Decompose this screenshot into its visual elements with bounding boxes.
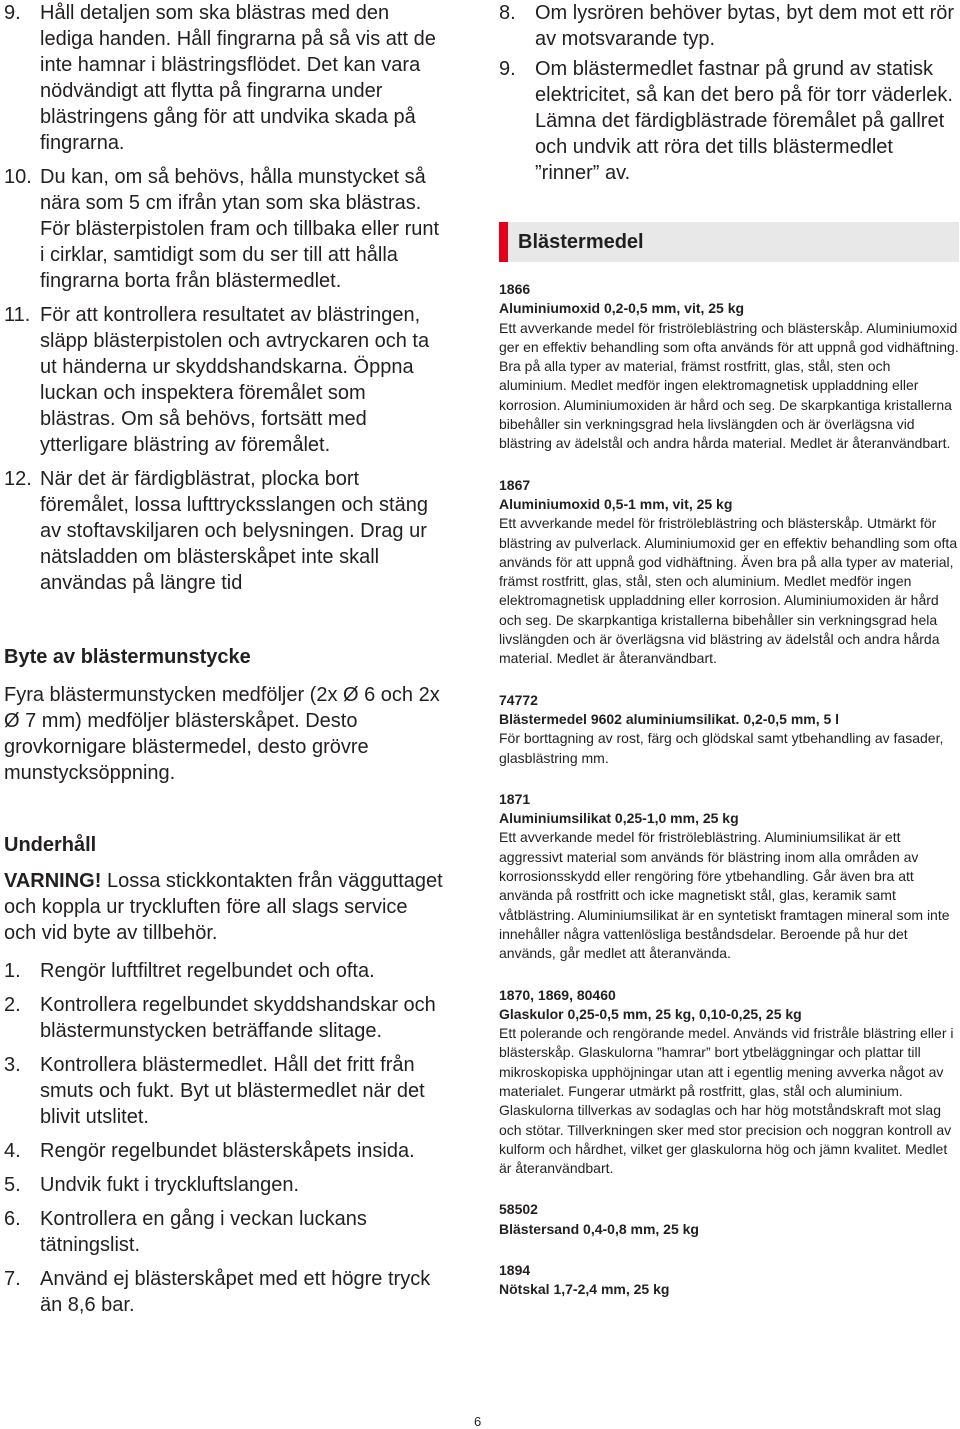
product-name: Blästersand 0,4-0,8 mm, 25 kg [499,1220,699,1237]
item-text: Om lysrören behöver bytas, byt dem mot ett rör av motsvarande typ. [535,2,955,50]
product-entry [499,280,959,454]
item-text: Använd ej blästerskåpet med ett högre tryck än 8,6 bar. [40,1268,431,1316]
product-name: Blästermedel 9602 aluminiumsilikat. [499,710,740,727]
product-name-rest: 0,2-0,5 mm, 5 l [739,710,840,727]
product-name: Aluminiumoxid 0,2-0,5 mm, vit, 25 kg [499,300,745,317]
product-description: För borttagning av rost, färg och glödskal samt ytbehandling av fasader, glasblästring mm. [499,730,944,766]
product-entry [499,1261,959,1300]
list-item [4,1172,444,1198]
product-name: Glaskulor 0,25-0,5 mm, 25 kg, 0,10-0,25, 25 kg [499,1005,802,1022]
list-item [4,164,444,294]
procedure-list-continued [499,0,959,186]
product-code: 1866 [499,281,531,297]
item-text: Rengör luftfiltret regelbundet och ofta. [40,960,375,982]
item-text: För att kontrollera resultatet av blästringen, släpp blästerpistolen och avtryckaren och ta ut händerna ur skyddshandskarna. Öppna luckan och inspektera föremålet som blästras. Om så behövs, fortsätt med ytterligare blästring av föremålet. [40,304,430,456]
product-name-line [499,809,959,828]
product-description: Ett avverkande medel för friströleblästring och blästerskåp. Aluminiumoxid ger en effektiv behandling som ofta används för att uppnå god vidhäftning. Bra på alla typer av material, främst rostfritt, glas, stål, sten och aluminium. Medlet medför ingen elektromagnetisk uppladdning eller korrosion. Aluminiumoxiden är hård och seg. De skarpkantiga kristallerna bibehåller sin verkningsgrad hela livslängden och är överlägsna vid blästring av ädelstål och andra hårda material. Medlet är återanvändbart. [499,319,959,452]
product-name: Nötskal 1,7-2,4 mm, 25 kg [499,1281,670,1298]
item-number: 9. [499,58,516,80]
maintenance-heading: Underhåll [4,834,97,856]
product-name: Aluminiumoxid 0,5-1 mm, vit, 25 kg [499,495,733,512]
right-column [499,0,959,1300]
product-code: 74772 [499,691,538,708]
list-item [4,1138,444,1164]
list-item [4,1206,444,1258]
list-item [4,302,444,458]
product-entry [499,986,959,1179]
section-title: Blästermedel [518,231,644,253]
item-text: Håll detaljen som ska blästras med den lediga handen. Håll fingrarna på så vis att de inte hamnar i blästringsflödet. Det kan vara nödvändigt att flytta på fingrarna under blästringens gång för att undvika skada på fingrarna. [40,2,436,154]
product-name-line [499,299,959,318]
product-name-line [499,1280,959,1299]
item-number: 6. [4,1208,21,1230]
product-entry [499,790,959,964]
maintenance-list [4,958,444,1318]
warning-paragraph [4,868,444,946]
list-item [4,992,444,1044]
product-code: 1867 [499,476,531,493]
list-item [4,958,444,984]
list-item [499,56,959,186]
product-code: 1870, 1869, 80460 [499,986,616,1003]
section-header-blastermedel [499,222,959,262]
list-item [4,466,444,596]
product-entry [499,476,959,669]
item-text: Rengör regelbundet blästerskåpets insida. [40,1140,415,1162]
product-code: 1894 [499,1262,531,1279]
list-item [4,0,444,156]
nozzle-text: Fyra blästermunstycken medföljer (2x Ø 6 och 2x Ø 7 mm) medföljer blästerskåpet. Desto grovkornigare blästermedel, desto grövre munstycksöppning. [4,684,440,784]
warning-label: VARNING! [4,870,102,892]
item-number: 12. [4,468,32,490]
item-text: Om blästermedlet fastnar på grund av statisk elektricitet, så kan det bero på för torr väderlek. Lämna det färdigblästrade föremålet på gallret och undvik att röra det tills blästermedlet ”rinner” av. [535,58,953,184]
item-text: Du kan, om så behövs, hålla munstycket så nära som 5 cm ifrån ytan som ska blästras. För blästerpistolen fram och tillbaka eller runt i cirklar, samtidigt som du ser till att hålla fingrarna borta från blästermedlet. [40,166,440,292]
item-text: När det är färdigblästrat, plocka bort föremålet, lossa lufttrycksslangen och stäng av stoftavskiljaren och belysningen. Drag ur nätsladden om blästerskåpet inte skall användas på längre tid [40,468,428,594]
item-text: Kontrollera blästermedlet. Håll det fritt från smuts och fukt. Byt ut blästermedlet när det blivit utslitet. [40,1054,425,1128]
product-entry [499,691,959,768]
product-name-line [499,710,959,729]
warning-text: Lossa stickkontakten från vägguttaget och koppla ur tryckluften före all slags service och vid byte av tillbehör. [4,870,443,944]
product-code: 58502 [499,1201,538,1218]
product-name-line [499,495,959,514]
page-number: 6 [474,1414,482,1429]
product-description: Ett avverkande medel för friströleblästring. Aluminiumsilikat är ett aggressivt material som används för blästring inom alla områden av korrosionsskydd eller rengöring före ytbehandling. Går även bra att använda på rostfritt och icke magnetiskt stål, glas, keramik samt våtblästring. Aluminiumsilikat är en syntetiskt framtagen mineral som inte innehåller några vattenlösliga beståndsdelar. Beroende på hur det används, går medlet att återanvända. [499,829,950,962]
item-text: Undvik fukt i tryckluftslangen. [40,1174,299,1196]
nozzle-heading: Byte av blästermunstycke [4,646,251,668]
product-name-line [499,1005,959,1024]
product-list [499,280,959,1300]
procedure-list [4,0,444,596]
item-text: Kontrollera regelbundet skyddshandskar och blästermunstycken beträffande slitage. [40,994,436,1042]
list-item [499,0,959,52]
item-number: 2. [4,994,21,1016]
item-text: Kontrollera en gång i veckan luckans tätningslist. [40,1208,367,1256]
item-number: 4. [4,1140,21,1162]
item-number: 1. [4,960,21,982]
item-number: 8. [499,2,516,24]
product-code: 1871 [499,790,531,807]
left-column [4,0,444,1326]
product-entry [499,1200,959,1239]
red-marker [499,222,508,262]
product-description: Ett avverkande medel för friströleblästring och blästerskåp. Utmärkt för blästring av pulverlack. Aluminiumoxid ger en effektiv behandling som ofta används för att uppnå god vidhäftning. Även bra på alla typer av material, främst rostfritt, glas, stål, sten och aluminium. Medlet medför ingen elektromagnetisk uppladdning eller korrosion. Aluminiumoxiden är hård och seg. De skarpkantiga kristallerna bibehåller sin verkningsgrad hela livslängden och är överlägsna vid blästring av ädelstål och andra hårda material. Medlet är återanvändbart. [499,515,958,667]
product-name: Aluminiumsilikat 0,25-1,0 mm, 25 kg [499,810,739,827]
product-description: Ett polerande och rengörande medel. Används vid fristråle blästring eller i blästerskåp. Glaskulorna ”hamrar” bort ytbeläggningar och plattar till mikroskopiska upphöjningar utan att i egentlig mening avverka något av materialet. Fungerar utmärkt på rostfritt, glas, stål och aluminium. Glaskulorna tillverkas av sodaglas och har hög motståndskraft mot slag och stötar. Tillverkningen sker med stor precision och noggran kontroll av kulform och hårdhet, vilket ger glaskulorna hög och jämn kvalitet. Medlet är återanvändbart. [499,1025,954,1177]
product-name-line [499,1220,959,1239]
list-item [4,1052,444,1130]
item-number: 7. [4,1268,21,1290]
item-number: 5. [4,1174,21,1196]
item-number: 10. [4,166,32,188]
list-item [4,1266,444,1318]
item-number: 11. [4,304,31,326]
item-number: 9. [4,2,21,24]
item-number: 3. [4,1054,21,1076]
